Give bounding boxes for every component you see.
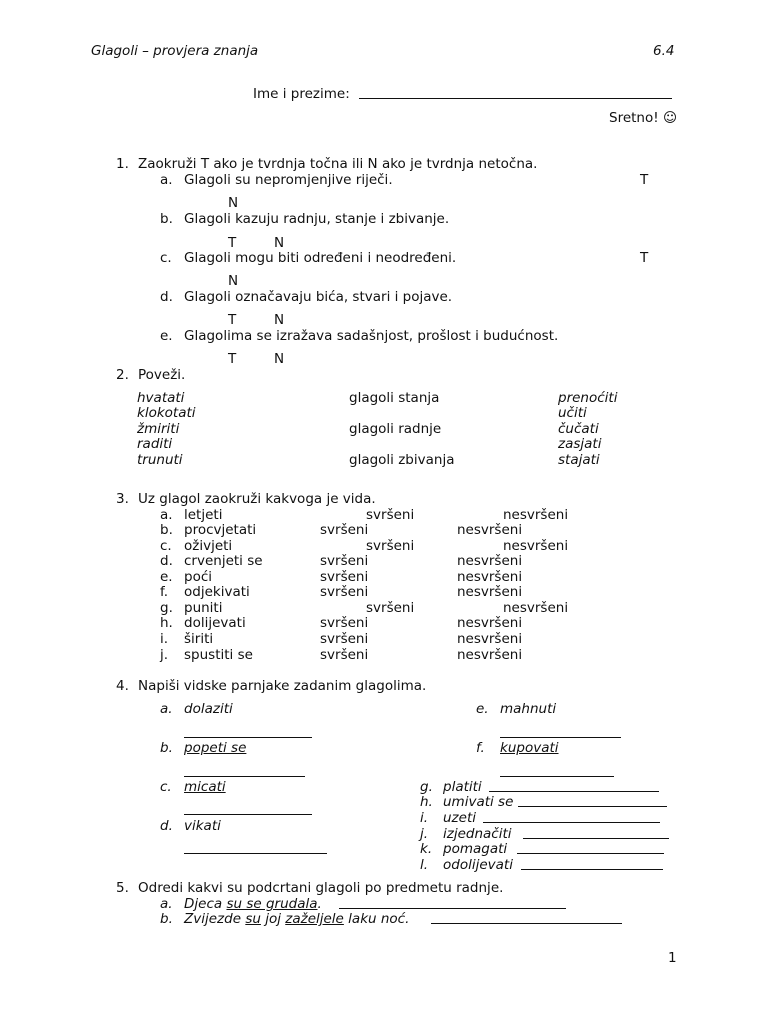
q1-option-n[interactable]: N [274,312,285,328]
q3-option-nesvrseni[interactable]: nesvršeni [457,647,523,663]
q5-sentence-text: . [317,896,322,912]
q3-item-letter: b. [160,522,173,538]
q1-option-t[interactable]: T [228,351,237,367]
q3-item-verb: crvenjeti se [184,553,263,569]
greeting: Sretno! ☺ [609,110,678,126]
q3-item-verb: poći [184,569,213,585]
document-title: Glagoli – provjera znanja [91,43,259,59]
q2-category[interactable]: glagoli radnje [349,421,442,437]
q1-option-n[interactable]: N [228,273,239,289]
q2-right-verb[interactable]: čučati [558,421,599,437]
q4-answer-line[interactable] [184,841,327,858]
q3-item-verb: širiti [184,631,214,647]
q4-item-letter: d. [160,818,173,834]
q4-number: 4. [116,678,129,694]
q1-item-text: Glagolima se izražava sadašnjost, prošlost i budućnost. [184,328,559,344]
q3-option-svrseni[interactable]: svršeni [320,647,369,663]
q1-option-n[interactable]: N [274,351,285,367]
q3-item-letter: g. [160,600,173,616]
name-label: Ime i prezime: [253,86,350,102]
q1-item-text: Glagoli mogu biti određeni i neodređeni. [184,250,457,266]
q5-sentence-text: laku noć. [343,911,410,927]
q3-option-nesvrseni[interactable]: nesvršeni [457,584,523,600]
q5-sentence-text: Djeca [184,896,227,912]
q2-number: 2. [116,367,129,383]
q2-right-verb[interactable]: stajati [558,452,600,468]
q2-left-verb[interactable]: žmiriti [137,421,180,437]
q5-item-letter: a. [160,896,173,912]
q1-option-n[interactable]: N [274,235,285,251]
q1-number: 1. [116,156,129,172]
q3-option-svrseni[interactable]: svršeni [320,615,369,631]
q3-number: 3. [116,491,129,507]
q3-item-verb: dolijevati [184,615,246,631]
q5-sentence-text: Zvijezde [184,911,246,927]
page-number: 1 [668,950,677,966]
q3-option-svrseni[interactable]: svršeni [366,538,415,554]
q3-option-svrseni[interactable]: svršeni [320,584,369,600]
q3-option-nesvrseni[interactable]: nesvršeni [503,507,569,523]
q3-item-verb: odjekivati [184,584,250,600]
q3-option-svrseni[interactable]: svršeni [366,507,415,523]
q4-item-verb: dolaziti [184,701,233,717]
q3-item-verb: puniti [184,600,223,616]
q2-right-verb[interactable]: zasjati [558,436,602,452]
q5-underlined-verb: su se grudala [226,896,318,912]
q5-answer-line[interactable] [431,911,622,928]
q3-option-svrseni[interactable]: svršeni [320,522,369,538]
q2-left-verb[interactable]: klokotati [137,405,196,421]
q4-instruction: Napiši vidske parnjake zadanim glagolima. [138,678,427,694]
q4-answer-line[interactable] [517,841,664,858]
q3-item-letter: e. [160,569,173,585]
q4-item-verb: micati [184,779,226,795]
q4-item-verb: platiti [443,779,482,795]
q3-option-svrseni[interactable]: svršeni [320,569,369,585]
q3-option-nesvrseni[interactable]: nesvršeni [503,600,569,616]
q4-item-letter: g. [420,779,433,795]
q1-item-letter: e. [160,328,173,344]
q4-item-verb: pomagati [443,841,508,857]
q3-option-svrseni[interactable]: svršeni [320,553,369,569]
q3-option-nesvrseni[interactable]: nesvršeni [457,631,523,647]
q5-underlined-verb: zaželjele [285,911,344,927]
q4-item-letter: l. [420,857,429,873]
q3-option-nesvrseni[interactable]: nesvršeni [457,615,523,631]
q4-item-letter: e. [476,701,489,717]
q2-category[interactable]: glagoli stanja [349,390,440,406]
q1-item-text: Glagoli su nepromjenjive riječi. [184,172,393,188]
q1-option-n[interactable]: N [228,195,239,211]
q2-left-verb[interactable]: trunuti [137,452,183,468]
q1-option-t[interactable]: T [640,172,649,188]
q3-item-verb: oživjeti [184,538,233,554]
q3-item-letter: i. [160,631,169,647]
q4-answer-line[interactable] [184,802,312,819]
q4-item-letter: i. [420,810,429,826]
q2-right-verb[interactable]: prenoćiti [558,390,618,406]
q4-item-verb: popeti se [184,740,247,756]
q4-item-verb: odolijevati [443,857,513,873]
q3-item-verb: letjeti [184,507,223,523]
q1-item-letter: b. [160,211,173,227]
q3-item-verb: spustiti se [184,647,253,663]
q2-left-verb[interactable]: raditi [137,436,173,452]
q3-item-letter: a. [160,507,173,523]
q4-answer-line[interactable] [521,857,663,874]
q5-underlined-verb: su [245,911,261,927]
q1-item-text: Glagoli kazuju radnju, stanje i zbivanje. [184,211,450,227]
q3-option-nesvrseni[interactable]: nesvršeni [457,522,523,538]
q3-option-nesvrseni[interactable]: nesvršeni [503,538,569,554]
q5-number: 5. [116,880,129,896]
q3-option-svrseni[interactable]: svršeni [366,600,415,616]
q1-instruction: Zaokruži T ako je tvrdnja točna ili N ako je tvrdnja netočna. [138,156,538,172]
q3-option-svrseni[interactable]: svršeni [320,631,369,647]
q4-item-letter: k. [420,841,433,857]
q5-sentence-text: joj [260,911,286,927]
q2-left-verb[interactable]: hvatati [137,390,185,406]
q3-item-verb: procvjetati [184,522,257,538]
q1-item-text: Glagoli označavaju bića, stvari i pojave. [184,289,453,305]
q1-item-letter: a. [160,172,173,188]
q4-item-letter: j. [420,826,429,842]
q3-item-letter: d. [160,553,173,569]
q1-item-letter: c. [160,250,172,266]
q4-item-letter: h. [420,794,433,810]
q5-sentence-a [184,896,322,912]
q3-instruction: Uz glagol zaokruži kakvoga je vida. [138,491,376,507]
q4-item-verb: kupovati [500,740,559,756]
q5-item-letter: b. [160,911,173,927]
q3-item-letter: c. [160,538,172,554]
q2-instruction: Poveži. [138,367,186,383]
q5-sentence-b [184,911,409,927]
q1-option-t[interactable]: T [228,235,237,251]
q4-item-verb: mahnuti [500,701,557,717]
q3-option-nesvrseni[interactable]: nesvršeni [457,553,523,569]
q4-item-verb: izjednačiti [443,826,512,842]
q4-item-letter: a. [160,701,173,717]
q3-item-letter: j. [160,647,169,663]
q1-item-letter: d. [160,289,173,305]
q2-right-verb[interactable]: učiti [558,405,587,421]
q4-answer-line[interactable] [518,794,667,811]
q2-category[interactable]: glagoli zbivanja [349,452,455,468]
q4-item-verb: umivati se [443,794,514,810]
q4-answer-line[interactable] [483,810,660,827]
q3-item-letter: f. [160,584,169,600]
q4-item-letter: c. [160,779,172,795]
q3-option-nesvrseni[interactable]: nesvršeni [457,569,523,585]
section-number: 6.4 [653,43,675,59]
q4-item-verb: uzeti [443,810,476,826]
q5-instruction: Odredi kakvi su podcrtani glagoli po predmetu radnje. [138,880,504,896]
q4-item-verb: vikati [184,818,221,834]
q4-item-letter: b. [160,740,173,756]
q1-option-t[interactable]: T [640,250,649,266]
q1-option-t[interactable]: T [228,312,237,328]
name-field[interactable] [359,86,672,103]
q4-item-letter: f. [476,740,485,756]
q3-item-letter: h. [160,615,173,631]
